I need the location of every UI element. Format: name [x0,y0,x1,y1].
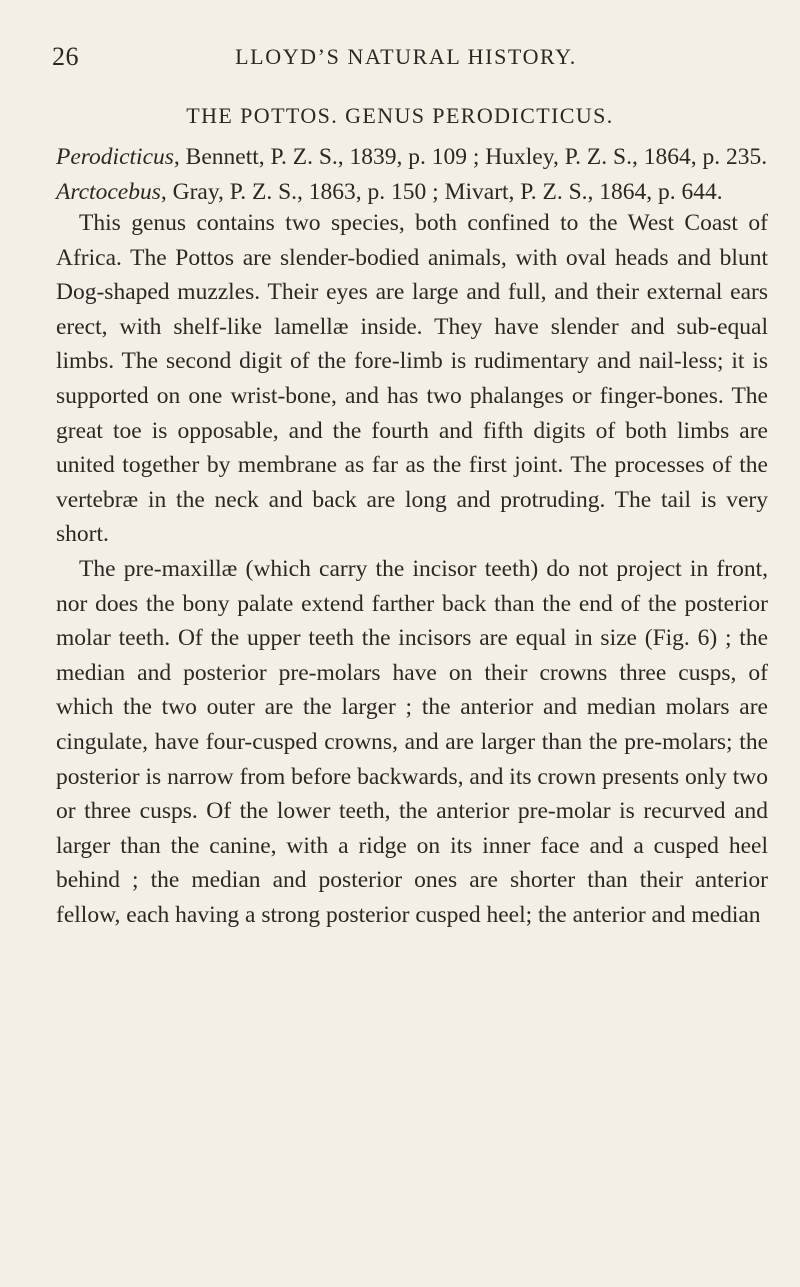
synonym-entry [56,140,768,175]
running-title: LLOYD’S NATURAL HISTORY. [235,44,577,69]
synonymy-block [56,140,768,209]
paragraph: The pre-maxillæ (which carry the incisor teeth) do not project in front, nor does the bony palate extend farther back than the end of the posterior molar teeth. Of the upper teeth the incisors are equal in size (Fig. 6) ; the median and posterior pre-molars have on their crowns three cusps, of which the two outer are the larger ; the anterior and median molars are cingulate, have four-cusped crowns, and are larger than the pre-molars; the posterior is narrow from before backwards, and its crown presents only two or three cusps. Of the lower teeth, the anterior pre-molar is recurved and larger than the canine, with a ridge on its inner face and a cusped heel behind ; the median and posterior ones are shorter than their anterior fellow, each having a strong posterior cusped heel; the anterior and median [56,555,768,928]
synonym-genus: Perodicticus [56,144,174,170]
page-number: 26 [52,42,79,71]
running-head [52,42,760,82]
synonym-citation: , Gray, P. Z. S., 1863, p. 150 ; Mivart, P. Z. S., 1864, p. 644. [160,178,723,205]
synonym-entry [56,175,768,210]
synonym-citation: , Bennett, P. Z. S., 1839, p. 109 ; Huxley, P. Z. S., 1864, p. 235. [173,144,768,170]
synonym-genus: Arctocebus [56,178,161,205]
paragraph: This genus contains two species, both confined to the West Coast of Africa. The Pottos are slender-bodied animals, with oval heads and blunt Dog-shaped muzzles. Their eyes are large and full, and their external ears erect, with shelf-like lamellæ inside. They have slender and sub-equal limbs. The second digit of the fore-limb is rudimentary and nail-less; it is supported on one wrist-bone, and has two phalanges or finger-bones. The great toe is opposable, and the fourth and fifth digits of both limbs are united together by membrane as far as the first joint. The processes of the vertebræ in the neck and back are long and protruding. The tail is very short. [56,210,768,548]
body-text [56,206,768,932]
section-heading: THE POTTOS. GENUS PERODICTICUS. [186,103,614,128]
